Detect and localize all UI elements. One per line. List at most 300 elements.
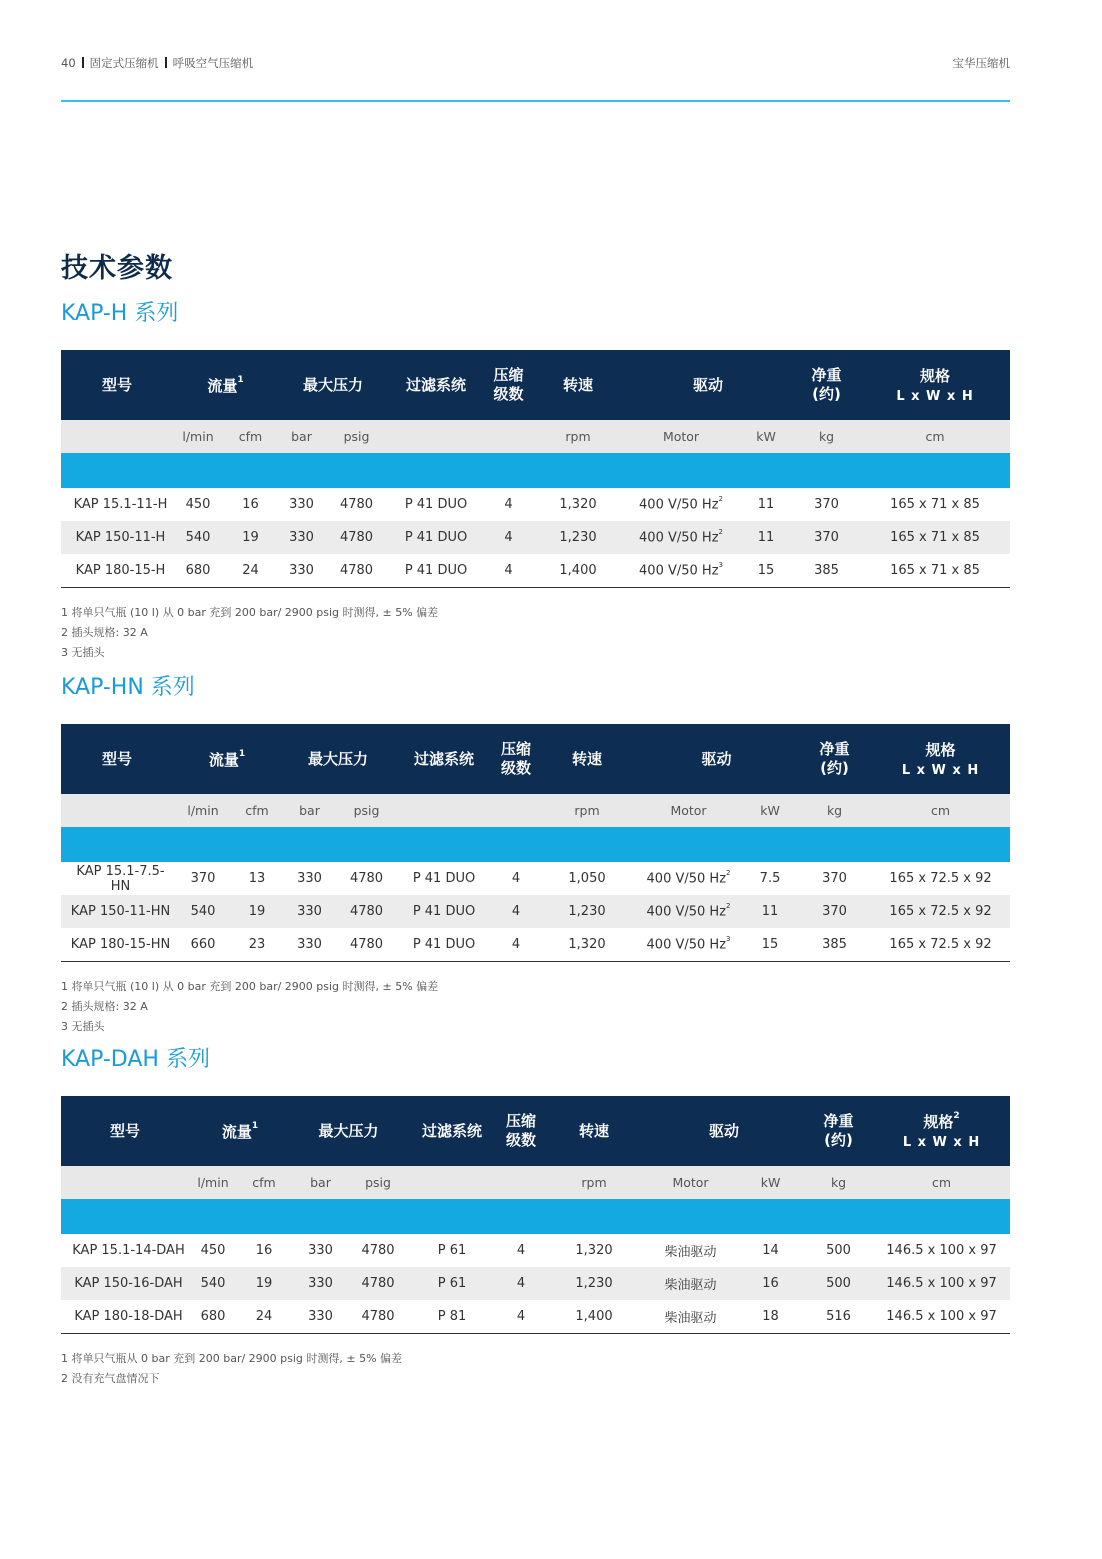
- cell-value: KAP 180-18-DAH: [74, 1309, 183, 1324]
- header-flow: [189, 1096, 291, 1166]
- units-row: [61, 1166, 1010, 1199]
- cell-rpm: [544, 1300, 644, 1334]
- cell-kg: [804, 1267, 873, 1300]
- cell-value: 165 x 71 x 85: [890, 530, 980, 545]
- header-speed: [533, 350, 623, 420]
- cell-psig: [338, 895, 395, 928]
- cell-kw: [739, 554, 793, 588]
- cell-value: 4: [504, 530, 513, 545]
- header-label: 型号: [101, 749, 132, 768]
- cell-value: 165 x 71 x 85: [890, 563, 980, 578]
- breadcrumb: [61, 55, 253, 71]
- cell-value: 4: [516, 1243, 526, 1258]
- cell-bar: [278, 521, 325, 554]
- cell-value: 680: [200, 1309, 226, 1324]
- cell-value: 13: [248, 871, 266, 886]
- cell-kg: [798, 862, 871, 895]
- cell-value: KAP 15.1-14-DAH: [72, 1243, 185, 1258]
- cell-bar: [291, 1267, 350, 1300]
- cell-value: 370: [814, 497, 839, 512]
- cell-lmin: [173, 862, 233, 895]
- footnote-ref: 2: [718, 494, 723, 503]
- header-max-pressure: [281, 724, 395, 794]
- cell-value: 1,320: [568, 937, 606, 952]
- table-row: [61, 521, 1010, 554]
- header-label: 级数: [493, 385, 524, 403]
- cell-model: [61, 554, 173, 588]
- unit-cell: rpm: [539, 794, 635, 827]
- unit-cell: [395, 794, 493, 827]
- header-model: [61, 350, 173, 420]
- cell-value: 370: [190, 871, 216, 886]
- footnotes: [61, 603, 1010, 663]
- cell-rpm: [533, 488, 623, 521]
- cell-cfm: [233, 928, 281, 962]
- cell-rpm: [539, 862, 635, 895]
- cell-value: 370: [822, 904, 847, 919]
- cell-model: [61, 1267, 189, 1300]
- cell-kw: [737, 1267, 804, 1300]
- cell-value: 7.5: [759, 871, 781, 886]
- cell-value: 16: [242, 497, 259, 512]
- unit-cell: l/min: [173, 794, 233, 827]
- cell-rpm: [544, 1267, 644, 1300]
- cell-value: P 61: [437, 1243, 467, 1258]
- footnote-ref: 1: [238, 749, 246, 759]
- cell-value: 660: [190, 937, 216, 952]
- header-label: 过滤系统: [406, 375, 467, 394]
- units-row: [61, 794, 1010, 827]
- cell-lmin: [173, 554, 223, 588]
- unit-cell: kW: [742, 794, 798, 827]
- header-net-weight: [804, 1096, 873, 1166]
- cell-value: 146.5 x 100 x 97: [886, 1243, 997, 1258]
- cell-model: [61, 488, 173, 521]
- cell-kw: [739, 488, 793, 521]
- cell-value: 1,320: [559, 497, 597, 512]
- section-title: KAP-DAH 系列: [61, 1047, 210, 1072]
- table-row: [61, 1267, 1010, 1300]
- cell-cm: [873, 1267, 1010, 1300]
- cell-cfm: [223, 488, 278, 521]
- cell-value: KAP 15.1-7.5-HN: [76, 863, 165, 894]
- section-title: KAP-H 系列: [61, 301, 179, 326]
- cell-bar: [281, 862, 338, 895]
- cell-value: 4780: [339, 530, 374, 545]
- cell-cfm: [237, 1234, 291, 1267]
- cell-motor: [623, 488, 739, 521]
- unit-cell: rpm: [533, 420, 623, 453]
- cell-value: 16: [255, 1243, 273, 1258]
- cell-motor: [635, 862, 742, 895]
- header-dimensions: [871, 724, 1010, 794]
- accent-band: [61, 1199, 1010, 1234]
- cell-value: 500: [826, 1276, 851, 1291]
- footnote-ref: 1: [237, 375, 244, 385]
- footnote-ref: 1: [251, 1121, 259, 1131]
- cell-cm: [871, 928, 1010, 962]
- unit-cell: cm: [873, 1166, 1010, 1199]
- cell-bar: [281, 928, 338, 962]
- cell-value: 165 x 72.5 x 92: [889, 937, 992, 952]
- footnote: 2 插头规格: 32 A: [61, 626, 148, 639]
- cell-cfm: [233, 895, 281, 928]
- cell-kg: [793, 488, 860, 521]
- unit-cell: cm: [860, 420, 1010, 453]
- cell-motor: [635, 928, 742, 962]
- cell-value: 4: [511, 937, 521, 952]
- cell-value: 15: [761, 937, 779, 952]
- header-label: L x W x H: [902, 1135, 981, 1150]
- cell-value: 370: [822, 871, 847, 886]
- footnote-ref: 2: [718, 527, 723, 536]
- header-label: 驱动: [709, 1121, 740, 1140]
- cell-stages: [493, 895, 539, 928]
- cell-value: 4780: [349, 904, 384, 919]
- cell-cfm: [237, 1300, 291, 1334]
- header-label: 驱动: [693, 375, 724, 394]
- cell-value: 4780: [349, 871, 384, 886]
- unit-cell: [498, 1166, 544, 1199]
- header-label: 型号: [101, 375, 132, 394]
- header-compression-stages: [498, 1096, 544, 1166]
- header-speed: [544, 1096, 644, 1166]
- cell-value: 1,230: [559, 530, 597, 545]
- cell-value: 400 V/50 Hz: [646, 937, 727, 953]
- header-label: 压缩: [506, 1112, 537, 1130]
- cell-model: [61, 862, 173, 895]
- footnote: 2 插头规格: 32 A: [61, 1000, 148, 1013]
- unit-cell: [61, 420, 173, 453]
- header-label: 驱动: [701, 749, 732, 768]
- header-compression-stages: [484, 350, 533, 420]
- cell-value: 15: [757, 563, 775, 578]
- footnote: 2 没有充气盘情况下: [61, 1372, 160, 1385]
- accent-band-cell: [61, 827, 1010, 862]
- brand-name: 宝华压缩机: [952, 56, 1010, 70]
- cell-kw: [742, 895, 798, 928]
- cell-psig: [338, 928, 395, 962]
- cell-cm: [860, 521, 1010, 554]
- cell-value: 1,400: [559, 563, 597, 578]
- cell-bar: [278, 554, 325, 588]
- header-label: 转速: [572, 749, 603, 768]
- header-label: 压缩: [501, 740, 532, 758]
- cell-filter: [406, 1234, 498, 1267]
- cell-value: 516: [826, 1309, 851, 1324]
- cell-value: 14: [762, 1243, 779, 1258]
- cell-value: 330: [289, 530, 314, 545]
- header-label: 净重: [823, 1112, 854, 1130]
- cell-cfm: [233, 862, 281, 895]
- cell-value: 540: [200, 1276, 226, 1291]
- cell-psig: [350, 1267, 406, 1300]
- footnote: 1 将单只气瓶从 0 bar 充到 200 bar/ 2900 psig 时测得, ± 5% 偏差: [61, 1352, 403, 1365]
- footnote-ref: 3: [718, 560, 723, 569]
- cell-value: 330: [297, 937, 322, 952]
- cell-value: 4: [516, 1276, 526, 1291]
- cell-psig: [325, 488, 388, 521]
- cell-stages: [493, 928, 539, 962]
- cell-value: 330: [308, 1309, 333, 1324]
- cell-motor: [644, 1300, 737, 1334]
- cell-value: 680: [185, 563, 211, 578]
- cell-value: 19: [242, 530, 259, 545]
- cell-value: P 41 DUO: [412, 937, 476, 952]
- cell-value: 450: [200, 1243, 226, 1258]
- cell-value: P 61: [437, 1276, 467, 1291]
- cell-value: 330: [289, 563, 314, 578]
- header-model: [61, 1096, 189, 1166]
- section-spacer: [61, 705, 1010, 724]
- spec-table: [61, 724, 1010, 962]
- header-dimensions: [860, 350, 1010, 420]
- header-max-pressure: [278, 350, 388, 420]
- header-label: 转速: [563, 375, 594, 394]
- cell-kw: [739, 521, 793, 554]
- header-label: 流量: [208, 751, 239, 769]
- cell-value: 385: [814, 563, 839, 578]
- cell-motor: [623, 521, 739, 554]
- cell-kg: [804, 1300, 873, 1334]
- units-row: [61, 420, 1010, 453]
- header-label: 压缩: [493, 366, 524, 384]
- unit-cell: rpm: [544, 1166, 644, 1199]
- cell-cfm: [223, 554, 278, 588]
- page-header: [61, 55, 1010, 71]
- header-label: L x W x H: [896, 389, 974, 404]
- cell-stages: [498, 1234, 544, 1267]
- cell-lmin: [189, 1267, 237, 1300]
- cell-model: [61, 521, 173, 554]
- cell-value: 450: [185, 497, 211, 512]
- cell-stages: [484, 554, 533, 588]
- table-header-row: [61, 1096, 1010, 1166]
- cell-value: 18: [762, 1309, 779, 1324]
- cell-value: P 81: [437, 1309, 467, 1324]
- cell-value: 165 x 71 x 85: [890, 497, 980, 512]
- cell-value: KAP 150-11-H: [75, 530, 166, 545]
- cell-value: 1,050: [568, 871, 606, 886]
- cell-value: 370: [814, 530, 839, 545]
- header-filter-system: [406, 1096, 498, 1166]
- cell-value: 400 V/50 Hz: [646, 904, 727, 920]
- footnotes: [61, 1349, 1010, 1389]
- cell-stages: [484, 521, 533, 554]
- table-row: [61, 1234, 1010, 1267]
- header-label: 最大压力: [308, 749, 369, 768]
- cell-filter: [395, 928, 493, 962]
- header-label: 流量: [207, 377, 238, 395]
- header-net-weight: [798, 724, 871, 794]
- cell-value: 1,320: [575, 1243, 613, 1258]
- header-label: 规格: [920, 367, 951, 385]
- unit-cell: psig: [325, 420, 388, 453]
- cell-model: [61, 1234, 189, 1267]
- header-label: 规格: [923, 1113, 954, 1131]
- header-label: 级数: [501, 759, 532, 777]
- cell-value: 540: [185, 530, 211, 545]
- header-filter-system: [388, 350, 484, 420]
- unit-cell: Motor: [644, 1166, 737, 1199]
- cell-value: 4780: [339, 563, 374, 578]
- footnote-ref: 3: [726, 934, 731, 943]
- accent-band-cell: [61, 453, 1010, 488]
- header-label: 规格: [925, 741, 956, 759]
- unit-cell: bar: [281, 794, 338, 827]
- cell-value: 4780: [361, 1309, 395, 1324]
- header-flow: [173, 350, 278, 420]
- unit-cell: psig: [350, 1166, 406, 1199]
- cell-value: P 41 DUO: [404, 497, 468, 512]
- header-dimensions: [873, 1096, 1010, 1166]
- cell-model: [61, 1300, 189, 1334]
- cell-motor: [644, 1234, 737, 1267]
- unit-cell: kW: [739, 420, 793, 453]
- cell-bar: [278, 488, 325, 521]
- cell-lmin: [173, 928, 233, 962]
- cell-value: P 41 DUO: [404, 530, 468, 545]
- cell-value: 1,400: [575, 1309, 613, 1324]
- cell-psig: [325, 521, 388, 554]
- cell-model: [61, 928, 173, 962]
- page-number: 40: [61, 56, 76, 70]
- cell-value: P 41 DUO: [412, 904, 476, 919]
- cell-value: KAP 15.1-11-H: [73, 497, 168, 512]
- cell-value: 柴油驱动: [664, 1278, 717, 1293]
- cell-kg: [804, 1234, 873, 1267]
- cell-value: 400 V/50 Hz: [639, 530, 719, 546]
- unit-cell: l/min: [189, 1166, 237, 1199]
- cell-value: 165 x 72.5 x 92: [889, 904, 992, 919]
- cell-motor: [623, 554, 739, 588]
- header-label: 过滤系统: [422, 1121, 483, 1140]
- unit-cell: Motor: [635, 794, 742, 827]
- cell-motor: [635, 895, 742, 928]
- cell-bar: [291, 1300, 350, 1334]
- table-header-row: [61, 724, 1010, 794]
- table-header-row: [61, 350, 1010, 420]
- cell-kg: [793, 554, 860, 588]
- breadcrumb-item: 呼吸空气压缩机: [172, 56, 254, 70]
- section-title: KAP-HN 系列: [61, 675, 195, 700]
- breadcrumb-item: 固定式压缩机: [89, 56, 159, 70]
- unit-cell: cm: [871, 794, 1010, 827]
- cell-value: 4780: [361, 1243, 395, 1258]
- cell-stages: [498, 1300, 544, 1334]
- table-row: [61, 862, 1010, 895]
- footnote: 3 无插头: [61, 646, 105, 659]
- cell-cfm: [237, 1267, 291, 1300]
- cell-value: 24: [242, 563, 259, 578]
- header-label: 转速: [579, 1121, 610, 1140]
- cell-value: 1,230: [575, 1276, 613, 1291]
- breadcrumb-separator: [82, 57, 84, 68]
- header-speed: [539, 724, 635, 794]
- accent-band: [61, 453, 1010, 488]
- cell-kg: [798, 928, 871, 962]
- header-flow: [173, 724, 281, 794]
- table-row: [61, 1300, 1010, 1334]
- cell-value: 4780: [349, 937, 384, 952]
- cell-value: 385: [822, 937, 847, 952]
- spec-section: [61, 1043, 1010, 1389]
- accent-band-cell: [61, 1199, 1010, 1234]
- cell-value: 400 V/50 Hz: [646, 871, 727, 887]
- unit-cell: kg: [798, 794, 871, 827]
- unit-cell: bar: [278, 420, 325, 453]
- cell-value: 11: [761, 904, 779, 919]
- footnotes: [61, 977, 1010, 1037]
- cell-bar: [281, 895, 338, 928]
- page-title: 技术参数: [61, 253, 173, 284]
- table-row: [61, 928, 1010, 962]
- cell-psig: [325, 554, 388, 588]
- cell-model: [61, 895, 173, 928]
- cell-value: 4780: [361, 1276, 395, 1291]
- cell-rpm: [533, 521, 623, 554]
- cell-value: 500: [826, 1243, 851, 1258]
- unit-cell: cfm: [237, 1166, 291, 1199]
- cell-value: 400 V/50 Hz: [639, 563, 719, 579]
- cell-cm: [860, 554, 1010, 588]
- unit-cell: kg: [793, 420, 860, 453]
- cell-filter: [395, 895, 493, 928]
- spec-section: [61, 297, 1010, 663]
- cell-value: 16: [762, 1276, 779, 1291]
- cell-lmin: [173, 895, 233, 928]
- unit-cell: cfm: [223, 420, 278, 453]
- cell-value: 4: [511, 904, 521, 919]
- unit-cell: [406, 1166, 498, 1199]
- header-drive: [635, 724, 798, 794]
- footnote: 1 将单只气瓶 (10 l) 从 0 bar 充到 200 bar/ 2900 psig 时测得, ± 5% 偏差: [61, 980, 439, 993]
- cell-value: 330: [308, 1276, 333, 1291]
- cell-filter: [406, 1300, 498, 1334]
- cell-rpm: [539, 928, 635, 962]
- cell-filter: [388, 554, 484, 588]
- header-label: 级数: [506, 1131, 537, 1149]
- spec-table: [61, 350, 1010, 588]
- footnote-ref: 2: [726, 901, 731, 910]
- cell-stages: [498, 1267, 544, 1300]
- cell-value: 330: [289, 497, 314, 512]
- cell-value: 11: [757, 530, 775, 545]
- cell-rpm: [544, 1234, 644, 1267]
- cell-value: 19: [248, 904, 266, 919]
- cell-stages: [484, 488, 533, 521]
- cell-value: 柴油驱动: [664, 1245, 717, 1260]
- unit-cell: Motor: [623, 420, 739, 453]
- unit-cell: psig: [338, 794, 395, 827]
- header-label: 型号: [109, 1121, 140, 1140]
- cell-psig: [350, 1234, 406, 1267]
- footnote-ref: 2: [953, 1111, 960, 1121]
- table-row: [61, 488, 1010, 521]
- cell-cm: [871, 862, 1010, 895]
- header-net-weight: [793, 350, 860, 420]
- cell-rpm: [533, 554, 623, 588]
- cell-cm: [860, 488, 1010, 521]
- cell-value: 146.5 x 100 x 97: [886, 1276, 997, 1291]
- header-label: 净重: [819, 740, 850, 758]
- unit-cell: bar: [291, 1166, 350, 1199]
- cell-value: KAP 150-16-DAH: [74, 1276, 183, 1291]
- table-row: [61, 554, 1010, 588]
- cell-kw: [737, 1300, 804, 1334]
- cell-cm: [873, 1234, 1010, 1267]
- cell-value: 23: [248, 937, 266, 952]
